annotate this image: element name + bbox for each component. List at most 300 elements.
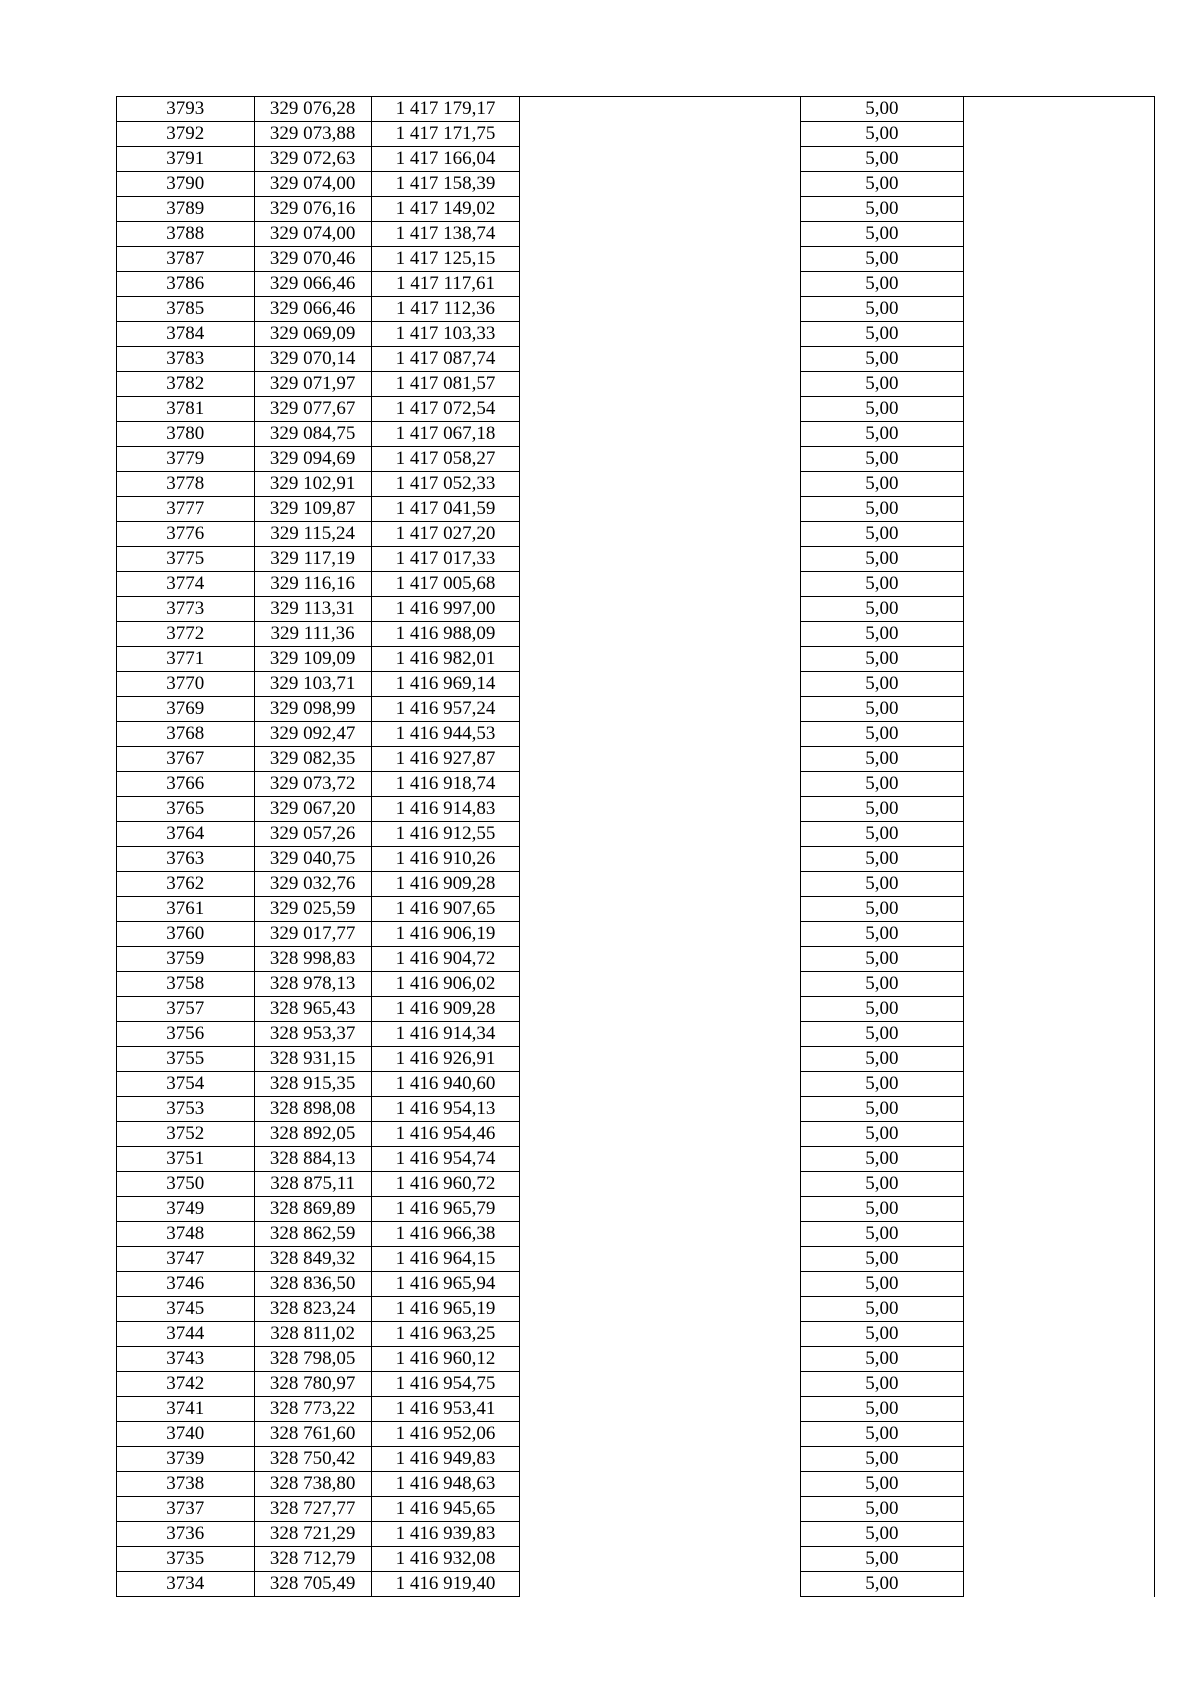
blank-cell — [520, 322, 800, 347]
blank-cell — [520, 1197, 800, 1222]
note-cell — [963, 847, 1154, 872]
y-coordinate-cell: 1 417 067,18 — [371, 422, 520, 447]
note-cell — [963, 1422, 1154, 1447]
value-cell: 5,00 — [800, 922, 963, 947]
table-row — [117, 1047, 1155, 1072]
table-body — [117, 97, 1155, 1597]
point-number-cell: 3765 — [117, 797, 255, 822]
y-coordinate-cell: 1 416 997,00 — [371, 597, 520, 622]
x-coordinate-cell: 328 875,11 — [254, 1172, 371, 1197]
note-cell — [963, 297, 1154, 322]
point-number-cell: 3757 — [117, 997, 255, 1022]
point-number-cell: 3751 — [117, 1147, 255, 1172]
point-number-cell: 3790 — [117, 172, 255, 197]
note-cell — [963, 472, 1154, 497]
x-coordinate-cell: 329 109,87 — [254, 497, 371, 522]
table-row — [117, 372, 1155, 397]
y-coordinate-cell: 1 416 982,01 — [371, 647, 520, 672]
value-cell: 5,00 — [800, 1397, 963, 1422]
table-row — [117, 597, 1155, 622]
blank-cell — [520, 1472, 800, 1497]
y-coordinate-cell: 1 416 948,63 — [371, 1472, 520, 1497]
y-coordinate-cell: 1 417 052,33 — [371, 472, 520, 497]
value-cell: 5,00 — [800, 597, 963, 622]
y-coordinate-cell: 1 417 179,17 — [371, 97, 520, 122]
x-coordinate-cell: 328 798,05 — [254, 1347, 371, 1372]
x-coordinate-cell: 328 892,05 — [254, 1122, 371, 1147]
note-cell — [963, 972, 1154, 997]
y-coordinate-cell: 1 417 125,15 — [371, 247, 520, 272]
table-row — [117, 1147, 1155, 1172]
value-cell: 5,00 — [800, 897, 963, 922]
note-cell — [963, 1322, 1154, 1347]
blank-cell — [520, 872, 800, 897]
note-cell — [963, 747, 1154, 772]
point-number-cell: 3746 — [117, 1272, 255, 1297]
note-cell — [963, 272, 1154, 297]
table-row — [117, 497, 1155, 522]
y-coordinate-cell: 1 416 906,19 — [371, 922, 520, 947]
table-row — [117, 1022, 1155, 1047]
x-coordinate-cell: 329 069,09 — [254, 322, 371, 347]
table-row — [117, 297, 1155, 322]
value-cell: 5,00 — [800, 1347, 963, 1372]
blank-cell — [520, 1397, 800, 1422]
blank-cell — [520, 447, 800, 472]
value-cell: 5,00 — [800, 1122, 963, 1147]
note-cell — [963, 247, 1154, 272]
table-row — [117, 1322, 1155, 1347]
y-coordinate-cell: 1 416 910,26 — [371, 847, 520, 872]
blank-cell — [520, 1572, 800, 1597]
blank-cell — [520, 1072, 800, 1097]
table-row — [117, 1472, 1155, 1497]
y-coordinate-cell: 1 417 072,54 — [371, 397, 520, 422]
table-row — [117, 322, 1155, 347]
point-number-cell: 3762 — [117, 872, 255, 897]
value-cell: 5,00 — [800, 1472, 963, 1497]
note-cell — [963, 1222, 1154, 1247]
table-row — [117, 1222, 1155, 1247]
blank-cell — [520, 847, 800, 872]
blank-cell — [520, 1022, 800, 1047]
y-coordinate-cell: 1 416 965,94 — [371, 1272, 520, 1297]
point-number-cell: 3787 — [117, 247, 255, 272]
value-cell: 5,00 — [800, 622, 963, 647]
table-row — [117, 797, 1155, 822]
point-number-cell: 3792 — [117, 122, 255, 147]
value-cell: 5,00 — [800, 272, 963, 297]
point-number-cell: 3740 — [117, 1422, 255, 1447]
table-row — [117, 997, 1155, 1022]
point-number-cell: 3793 — [117, 97, 255, 122]
blank-cell — [520, 1372, 800, 1397]
blank-cell — [520, 547, 800, 572]
x-coordinate-cell: 328 998,83 — [254, 947, 371, 972]
blank-cell — [520, 1047, 800, 1072]
point-number-cell: 3747 — [117, 1247, 255, 1272]
blank-cell — [520, 497, 800, 522]
blank-cell — [520, 1272, 800, 1297]
note-cell — [963, 1497, 1154, 1522]
value-cell: 5,00 — [800, 797, 963, 822]
blank-cell — [520, 597, 800, 622]
table-row — [117, 122, 1155, 147]
point-number-cell: 3735 — [117, 1547, 255, 1572]
value-cell: 5,00 — [800, 1172, 963, 1197]
x-coordinate-cell: 329 102,91 — [254, 472, 371, 497]
note-cell — [963, 872, 1154, 897]
point-number-cell: 3782 — [117, 372, 255, 397]
value-cell: 5,00 — [800, 1372, 963, 1397]
x-coordinate-cell: 328 780,97 — [254, 1372, 371, 1397]
value-cell: 5,00 — [800, 1072, 963, 1097]
value-cell: 5,00 — [800, 372, 963, 397]
y-coordinate-cell: 1 416 912,55 — [371, 822, 520, 847]
y-coordinate-cell: 1 416 960,12 — [371, 1347, 520, 1372]
note-cell — [963, 1272, 1154, 1297]
y-coordinate-cell: 1 416 904,72 — [371, 947, 520, 972]
y-coordinate-cell: 1 417 103,33 — [371, 322, 520, 347]
value-cell: 5,00 — [800, 997, 963, 1022]
x-coordinate-cell: 329 067,20 — [254, 797, 371, 822]
point-number-cell: 3772 — [117, 622, 255, 647]
blank-cell — [520, 522, 800, 547]
point-number-cell: 3748 — [117, 1222, 255, 1247]
y-coordinate-cell: 1 416 909,28 — [371, 872, 520, 897]
y-coordinate-cell: 1 416 960,72 — [371, 1172, 520, 1197]
note-cell — [963, 772, 1154, 797]
y-coordinate-cell: 1 417 112,36 — [371, 297, 520, 322]
point-number-cell: 3763 — [117, 847, 255, 872]
table-row — [117, 522, 1155, 547]
value-cell: 5,00 — [800, 97, 963, 122]
blank-cell — [520, 1122, 800, 1147]
note-cell — [963, 422, 1154, 447]
y-coordinate-cell: 1 416 969,14 — [371, 672, 520, 697]
value-cell: 5,00 — [800, 322, 963, 347]
blank-cell — [520, 772, 800, 797]
y-coordinate-cell: 1 417 017,33 — [371, 547, 520, 572]
blank-cell — [520, 372, 800, 397]
table-row — [117, 272, 1155, 297]
x-coordinate-cell: 328 773,22 — [254, 1397, 371, 1422]
table-row — [117, 547, 1155, 572]
table-row — [117, 1122, 1155, 1147]
note-cell — [963, 597, 1154, 622]
y-coordinate-cell: 1 417 027,20 — [371, 522, 520, 547]
y-coordinate-cell: 1 417 081,57 — [371, 372, 520, 397]
table-row — [117, 1397, 1155, 1422]
note-cell — [963, 1372, 1154, 1397]
y-coordinate-cell: 1 417 138,74 — [371, 222, 520, 247]
table-row — [117, 147, 1155, 172]
table-row — [117, 1522, 1155, 1547]
value-cell: 5,00 — [800, 1297, 963, 1322]
blank-cell — [520, 172, 800, 197]
x-coordinate-cell: 329 066,46 — [254, 297, 371, 322]
note-cell — [963, 1572, 1154, 1597]
point-number-cell: 3789 — [117, 197, 255, 222]
blank-cell — [520, 897, 800, 922]
table-row — [117, 1097, 1155, 1122]
table-row — [117, 647, 1155, 672]
x-coordinate-cell: 329 074,00 — [254, 172, 371, 197]
blank-cell — [520, 1447, 800, 1472]
x-coordinate-cell: 329 092,47 — [254, 722, 371, 747]
blank-cell — [520, 1247, 800, 1272]
x-coordinate-cell: 329 076,28 — [254, 97, 371, 122]
x-coordinate-cell: 328 761,60 — [254, 1422, 371, 1447]
y-coordinate-cell: 1 416 906,02 — [371, 972, 520, 997]
value-cell: 5,00 — [800, 1272, 963, 1297]
point-number-cell: 3781 — [117, 397, 255, 422]
y-coordinate-cell: 1 416 954,13 — [371, 1097, 520, 1122]
note-cell — [963, 322, 1154, 347]
x-coordinate-cell: 328 953,37 — [254, 1022, 371, 1047]
point-number-cell: 3761 — [117, 897, 255, 922]
x-coordinate-cell: 328 836,50 — [254, 1272, 371, 1297]
note-cell — [963, 1072, 1154, 1097]
value-cell: 5,00 — [800, 447, 963, 472]
note-cell — [963, 172, 1154, 197]
note-cell — [963, 647, 1154, 672]
note-cell — [963, 822, 1154, 847]
table-row — [117, 222, 1155, 247]
blank-cell — [520, 422, 800, 447]
value-cell: 5,00 — [800, 347, 963, 372]
table-row — [117, 872, 1155, 897]
blank-cell — [520, 147, 800, 172]
value-cell: 5,00 — [800, 472, 963, 497]
note-cell — [963, 197, 1154, 222]
value-cell: 5,00 — [800, 397, 963, 422]
x-coordinate-cell: 329 084,75 — [254, 422, 371, 447]
x-coordinate-cell: 329 017,77 — [254, 922, 371, 947]
value-cell: 5,00 — [800, 1247, 963, 1272]
value-cell: 5,00 — [800, 697, 963, 722]
y-coordinate-cell: 1 416 918,74 — [371, 772, 520, 797]
x-coordinate-cell: 329 057,26 — [254, 822, 371, 847]
x-coordinate-cell: 329 082,35 — [254, 747, 371, 772]
blank-cell — [520, 1222, 800, 1247]
x-coordinate-cell: 329 072,63 — [254, 147, 371, 172]
blank-cell — [520, 272, 800, 297]
table-row — [117, 822, 1155, 847]
x-coordinate-cell: 329 115,24 — [254, 522, 371, 547]
note-cell — [963, 1297, 1154, 1322]
value-cell: 5,00 — [800, 1522, 963, 1547]
x-coordinate-cell: 329 094,69 — [254, 447, 371, 472]
point-number-cell: 3749 — [117, 1197, 255, 1222]
y-coordinate-cell: 1 416 954,75 — [371, 1372, 520, 1397]
note-cell — [963, 372, 1154, 397]
x-coordinate-cell: 328 898,08 — [254, 1097, 371, 1122]
blank-cell — [520, 697, 800, 722]
value-cell: 5,00 — [800, 1197, 963, 1222]
value-cell: 5,00 — [800, 1147, 963, 1172]
table-row — [117, 172, 1155, 197]
point-number-cell: 3739 — [117, 1447, 255, 1472]
value-cell: 5,00 — [800, 1447, 963, 1472]
x-coordinate-cell: 329 071,97 — [254, 372, 371, 397]
table-row — [117, 422, 1155, 447]
note-cell — [963, 1197, 1154, 1222]
x-coordinate-cell: 328 738,80 — [254, 1472, 371, 1497]
point-number-cell: 3766 — [117, 772, 255, 797]
x-coordinate-cell: 329 111,36 — [254, 622, 371, 647]
table-row — [117, 1572, 1155, 1597]
blank-cell — [520, 1547, 800, 1572]
point-number-cell: 3776 — [117, 522, 255, 547]
note-cell — [963, 497, 1154, 522]
y-coordinate-cell: 1 417 005,68 — [371, 572, 520, 597]
point-number-cell: 3786 — [117, 272, 255, 297]
y-coordinate-cell: 1 417 171,75 — [371, 122, 520, 147]
blank-cell — [520, 197, 800, 222]
y-coordinate-cell: 1 416 965,19 — [371, 1297, 520, 1322]
value-cell: 5,00 — [800, 572, 963, 597]
table-row — [117, 447, 1155, 472]
value-cell: 5,00 — [800, 547, 963, 572]
x-coordinate-cell: 328 712,79 — [254, 1547, 371, 1572]
value-cell: 5,00 — [800, 772, 963, 797]
value-cell: 5,00 — [800, 422, 963, 447]
x-coordinate-cell: 329 074,00 — [254, 222, 371, 247]
y-coordinate-cell: 1 416 957,24 — [371, 697, 520, 722]
table-row — [117, 897, 1155, 922]
point-number-cell: 3773 — [117, 597, 255, 622]
note-cell — [963, 797, 1154, 822]
blank-cell — [520, 1422, 800, 1447]
note-cell — [963, 1172, 1154, 1197]
note-cell — [963, 122, 1154, 147]
value-cell: 5,00 — [800, 522, 963, 547]
blank-cell — [520, 572, 800, 597]
value-cell: 5,00 — [800, 1322, 963, 1347]
y-coordinate-cell: 1 416 907,65 — [371, 897, 520, 922]
note-cell — [963, 697, 1154, 722]
table-row — [117, 1497, 1155, 1522]
point-number-cell: 3791 — [117, 147, 255, 172]
point-number-cell: 3780 — [117, 422, 255, 447]
x-coordinate-cell: 328 965,43 — [254, 997, 371, 1022]
table-row — [117, 672, 1155, 697]
x-coordinate-cell: 329 098,99 — [254, 697, 371, 722]
note-cell — [963, 1097, 1154, 1122]
note-cell — [963, 547, 1154, 572]
x-coordinate-cell: 328 823,24 — [254, 1297, 371, 1322]
blank-cell — [520, 722, 800, 747]
x-coordinate-cell: 329 040,75 — [254, 847, 371, 872]
blank-cell — [520, 622, 800, 647]
table-row — [117, 947, 1155, 972]
table-row — [117, 972, 1155, 997]
point-number-cell: 3737 — [117, 1497, 255, 1522]
note-cell — [963, 522, 1154, 547]
x-coordinate-cell: 329 025,59 — [254, 897, 371, 922]
value-cell: 5,00 — [800, 672, 963, 697]
point-number-cell: 3785 — [117, 297, 255, 322]
table-row — [117, 472, 1155, 497]
point-number-cell: 3736 — [117, 1522, 255, 1547]
y-coordinate-cell: 1 416 964,15 — [371, 1247, 520, 1272]
blank-cell — [520, 97, 800, 122]
blank-cell — [520, 222, 800, 247]
x-coordinate-cell: 328 721,29 — [254, 1522, 371, 1547]
table-row — [117, 1372, 1155, 1397]
x-coordinate-cell: 329 032,76 — [254, 872, 371, 897]
x-coordinate-cell: 328 862,59 — [254, 1222, 371, 1247]
value-cell: 5,00 — [800, 197, 963, 222]
point-number-cell: 3771 — [117, 647, 255, 672]
point-number-cell: 3760 — [117, 922, 255, 947]
y-coordinate-cell: 1 416 926,91 — [371, 1047, 520, 1072]
x-coordinate-cell: 328 931,15 — [254, 1047, 371, 1072]
note-cell — [963, 1472, 1154, 1497]
table-row — [117, 397, 1155, 422]
value-cell: 5,00 — [800, 497, 963, 522]
y-coordinate-cell: 1 416 944,53 — [371, 722, 520, 747]
table-row — [117, 1197, 1155, 1222]
table-row — [117, 1347, 1155, 1372]
table-row — [117, 1072, 1155, 1097]
value-cell: 5,00 — [800, 747, 963, 772]
point-number-cell: 3774 — [117, 572, 255, 597]
point-number-cell: 3788 — [117, 222, 255, 247]
point-number-cell: 3764 — [117, 822, 255, 847]
y-coordinate-cell: 1 416 927,87 — [371, 747, 520, 772]
value-cell: 5,00 — [800, 247, 963, 272]
point-number-cell: 3769 — [117, 697, 255, 722]
value-cell: 5,00 — [800, 1572, 963, 1597]
table-row — [117, 247, 1155, 272]
blank-cell — [520, 397, 800, 422]
point-number-cell: 3768 — [117, 722, 255, 747]
point-number-cell: 3777 — [117, 497, 255, 522]
blank-cell — [520, 1097, 800, 1122]
value-cell: 5,00 — [800, 1422, 963, 1447]
note-cell — [963, 922, 1154, 947]
note-cell — [963, 672, 1154, 697]
value-cell: 5,00 — [800, 822, 963, 847]
value-cell: 5,00 — [800, 722, 963, 747]
blank-cell — [520, 1497, 800, 1522]
blank-cell — [520, 747, 800, 772]
coordinates-table — [116, 96, 1155, 1597]
table-row — [117, 347, 1155, 372]
y-coordinate-cell: 1 416 988,09 — [371, 622, 520, 647]
table-row — [117, 922, 1155, 947]
blank-cell — [520, 922, 800, 947]
point-number-cell: 3752 — [117, 1122, 255, 1147]
note-cell — [963, 1247, 1154, 1272]
x-coordinate-cell: 328 978,13 — [254, 972, 371, 997]
y-coordinate-cell: 1 417 166,04 — [371, 147, 520, 172]
blank-cell — [520, 1347, 800, 1372]
table-row — [117, 1247, 1155, 1272]
table-row — [117, 722, 1155, 747]
note-cell — [963, 97, 1154, 122]
x-coordinate-cell: 329 070,46 — [254, 247, 371, 272]
note-cell — [963, 222, 1154, 247]
point-number-cell: 3755 — [117, 1047, 255, 1072]
value-cell: 5,00 — [800, 172, 963, 197]
point-number-cell: 3744 — [117, 1322, 255, 1347]
x-coordinate-cell: 328 727,77 — [254, 1497, 371, 1522]
x-coordinate-cell: 328 884,13 — [254, 1147, 371, 1172]
value-cell: 5,00 — [800, 1097, 963, 1122]
